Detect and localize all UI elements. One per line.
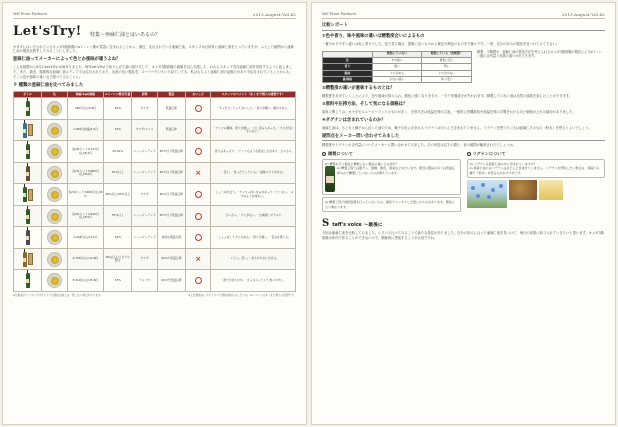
good-taste-icon — [195, 213, 202, 220]
question-4: ④ダグナンは含まれているのか？ — [322, 117, 386, 123]
cmp-label: 色 — [323, 58, 373, 64]
list-heading: ９ 種類の亜麻仁油を比べてみました — [13, 83, 84, 89]
taste-cell — [185, 205, 210, 227]
page-header — [322, 11, 605, 19]
bullet-icon — [467, 152, 471, 156]
question-2: ②精製度の違いが意味するものとは？ — [322, 86, 395, 92]
staff-voice-text: 今回は亜麻仁油を比較してみました。いろいろ比べてみることで新たな発見がありました。自分の好みに合った亜麻仁油を見つけて、毎日の食事に取り入れていきたいと思います。オメガ3脂肪酸は体内で作ることができないので、積極的に摂取することが大切ですね。 — [322, 230, 604, 240]
intro-text: カタダにはいきされているオメガ3脂肪酸のαリノレン酸が豊富に含まれることから、最近、注目されている亜麻仁油。スタッフは日頃常に亜麻仁油をとっていますが、ふとした疑問から亜麻仁油の製品比較をしてみることにしました。 — [13, 44, 294, 54]
package-box-icon — [28, 124, 33, 136]
comparison-table — [322, 51, 472, 84]
color-cell — [42, 227, 67, 249]
footnote-right: ※上記価格はいずれもすべて価格を税込みしたもの。※コメントはあくまで個人の感想です。 — [188, 293, 296, 297]
cmp-label: 量/価格 — [323, 77, 373, 83]
alpha-cell: 57% — [104, 270, 132, 292]
origin-cell: ニュージーランド — [132, 162, 157, 184]
good-taste-icon — [195, 105, 202, 112]
origin-cell: ニュージーランド — [132, 205, 157, 227]
table-row — [14, 98, 296, 120]
question-4-text: 亜麻仁油は、もともと種子から絞った油のため、種子の皮に含まれるリグナンはほとんど含まれていません。リグナンを摂りたい方は亜麻仁そのもの（粉末）を摂るとよいでしょう。 — [322, 125, 592, 130]
cmp-refined: 弱い — [422, 64, 472, 70]
package-box-icon — [28, 189, 33, 201]
price-cell: 各2本セット2,940円(込)/8.5円 — [67, 205, 104, 227]
cmp-refined: 黄色に近い — [422, 58, 472, 64]
method-cell: 40℃以下低温圧搾 — [157, 205, 185, 227]
table-row — [14, 270, 296, 292]
oil-sample-icon — [47, 273, 62, 288]
method-cell: 低温圧搾 — [157, 119, 185, 141]
footnote-left: ※比較品のランキングはサイトでの製品比較とは一致しない場合があります。 — [13, 293, 103, 297]
col-bottle: ボトル — [14, 91, 42, 97]
qa-section — [322, 151, 605, 214]
page-title: Let'sTry! — [13, 24, 82, 39]
color-cell — [42, 119, 67, 141]
table-row — [14, 141, 296, 163]
section-title: 比較レポート — [322, 23, 605, 31]
good-taste-icon — [195, 277, 202, 284]
section-heading: 亜麻仁油ってメーカーによって色とか風味が違うよね？ — [13, 57, 121, 63]
table-row — [14, 184, 296, 206]
good-taste-icon — [195, 234, 202, 241]
table-row — [14, 248, 296, 270]
comment-cell: ・しょうゆが合う。・ナッツっぽい甘みがあってくどくない。・ゴマのような味わい。 — [211, 184, 296, 206]
flax-flower-image — [467, 180, 507, 208]
bottle-cell — [14, 184, 42, 206]
qa-lignan-box — [467, 159, 606, 178]
color-cell — [42, 205, 67, 227]
origin-cell: ニュージーランド — [132, 227, 157, 249]
comment-cell: ・ナッツの風味、香りが強い。・少し苦みもあった。・クセが気にならない。 — [211, 119, 296, 141]
staff-voice-title: taff's voice ～最後に — [332, 223, 383, 229]
page-header — [13, 11, 296, 19]
qa-lignan-question: Q) リグナンは亜麻仁油の中に含まれていますか？ — [469, 162, 537, 167]
section-text: こんな疑問から9月のLet'sTry!は始まりました。毎年Let'sTry!で取り上げて調べ続け方して、オメガ3脂肪酸の価値を自ら実感した、われらスタッフ各自亜麻仁油を常用するように致しました。また、最近、健康的な亜麻仁油メディアでは注目されており、出来の良い製品を、スーパーでいろいろ見ていても、私はもちよく亜麻仁油の品揃えがあり今注目されていることからも、そこに色や風味の違いなど調べてみることに。 — [13, 65, 293, 80]
cmp-refined: 多い/安い — [422, 77, 472, 83]
oil-bottle-icon — [23, 252, 27, 267]
oil-sample-icon — [47, 209, 62, 224]
price-cell: 各2本セット3,665円(込)/9円 — [67, 184, 104, 206]
comment-cell: ・香りがまろやか。・さらさらしていて食べやすい。 — [211, 270, 296, 292]
flax-photos — [467, 180, 606, 208]
alpha-cell: 54% — [104, 119, 132, 141]
price-cell: 766円(込)/3.9円 — [67, 98, 104, 120]
table-row — [14, 227, 296, 249]
origin-cell: カナダ — [132, 248, 157, 270]
oil-sample-icon — [47, 252, 62, 267]
good-taste-icon — [195, 191, 202, 198]
right-page — [311, 2, 616, 425]
method-cell: 40℃以下低温圧搾 — [157, 162, 185, 184]
question-1: ①色や香り、味や風味の違いは精製度合いによるもの — [322, 33, 425, 39]
col-color: 色 — [42, 91, 67, 97]
publication-name: Yell From Partners — [322, 12, 357, 17]
oil-bottle-icon — [26, 273, 30, 288]
alpha-cell: 54% — [104, 98, 132, 120]
oil-sample-icon — [47, 123, 62, 138]
comment-cell: ・香りはあっさり。・ナッツのような香ばしさがあり、さらさら。 — [211, 141, 296, 163]
method-cell: 独自の低温圧搾 — [157, 227, 185, 249]
qa-refining-question: Q) 精製を行う製品と精製しない製品の違いとは何か？ — [325, 162, 399, 167]
footnotes — [13, 294, 296, 298]
color-cell — [42, 184, 67, 206]
bottle-cell — [14, 98, 42, 120]
cmp-unrefined: 少ない/高い — [372, 77, 422, 83]
cmp-col-refined: 精製している（低精製） — [422, 51, 472, 58]
cmp-label: 香り — [323, 64, 373, 70]
question-2-text: 精製度をあげていくことにより、色や風味が抑えられ、酸化に強くなりますが、一方で栄養成分が失われます。精製していない油は自然の風味を楽しむことができます。 — [322, 94, 573, 99]
qa-refining-box-2 — [322, 197, 461, 212]
comment-cell: ・しょっぱくてクセがある。・香りが強い。・苦みを感じる。 — [211, 227, 296, 249]
question-1-text: 一番分かりやすい違いは色と香りでした。色で見た場合、透明に近いものから黄色や褐色のものまで様々です。一度、自分の好みの製品を見つけてみて下さい。 — [322, 41, 560, 46]
oil-sample-icon — [47, 144, 62, 159]
qa-refining-box-1 — [322, 159, 461, 195]
page-subtitle: 特集～亜麻仁油とはいあるの？ — [89, 31, 160, 38]
qa-lignan-answer: A) 亜麻仁油にはリグナンはほとんど含まれていません。リグナンを摂取したい場合は、亜麻仁の種子（粉末）を摂るのがおすすめです。 — [469, 166, 600, 175]
bottle-cell — [14, 205, 42, 227]
alpha-cell: 55%以上 — [104, 205, 132, 227]
product-table — [13, 91, 296, 292]
table-row — [14, 162, 296, 184]
table-row — [14, 119, 296, 141]
oil-bottle-icon — [26, 101, 30, 116]
comment-cell: ・さらさら。・クセがない。・全体的にマイルド。 — [211, 205, 296, 227]
comment-cell: ・くどい。苦い。・まろやかさに欠ける。 — [211, 248, 296, 270]
qa-intro: 精製度やリグナンの含有量についてメーカーに問い合わせてみました。その内容は以下の通り、皆の疑問が解消されたでしょうか。 — [322, 143, 517, 148]
price-cell: 各2本セット2,117円(込)/8.2円 — [67, 141, 104, 163]
oil-sample-icon — [47, 230, 62, 245]
comparison-note: 精製、不精製か、亜麻仁油の製造方法を考えられるオメガ3脂肪酸の製法によりαリノレン酸の含有量と品質の違いが出てきます。 — [477, 49, 602, 59]
question-3: ③原料や圧搾方法、そして気になる価格は？ — [322, 102, 408, 108]
col-method: 製造 — [157, 91, 185, 97]
taste-cell — [185, 248, 210, 270]
taste-cell — [185, 184, 210, 206]
origin-cell: アメリカ — [132, 270, 157, 292]
qa-lignan-title — [467, 151, 606, 157]
method-cell: Qtr4で低温圧搾 — [157, 270, 185, 292]
poor-taste-icon: × — [195, 168, 202, 177]
origin-cell: ニュージーランド — [132, 141, 157, 163]
method-cell: Qtr4で低温圧搾 — [157, 248, 185, 270]
color-cell — [42, 141, 67, 163]
col-comment: スタッフのコメント（あくまで個人の感想です） — [211, 91, 296, 97]
oil-bottle-icon — [26, 144, 30, 159]
col-alpha: αリノレン酸含有量 — [105, 91, 131, 96]
oil-bottle-icon — [26, 166, 30, 181]
oil-sample-icon — [47, 101, 62, 116]
alpha-cell: 54% — [104, 227, 132, 249]
origin-cell: カナダ — [132, 184, 157, 206]
bottle-cell — [14, 270, 42, 292]
price-cell: 3,410円(込)/15.6円 — [67, 270, 104, 292]
qa-heading: 疑問点をメーカー問い合わせてみました — [322, 134, 605, 142]
qa-refining-answer-2: A) 精製工程で加熱処理を行っていないもの、脱色でスッキリした感じのものがあります。製品により異なります。 — [325, 200, 455, 209]
cmp-label: 風味 — [323, 70, 373, 76]
qa-refining-answer-row — [325, 166, 458, 192]
origin-cell: カナダ/スイス — [132, 119, 157, 141]
table-row — [14, 205, 296, 227]
taste-cell — [185, 141, 210, 163]
question-3-text: 原料に関しては、カナダやニュージーランドのものが多く、圧搾方法は低温圧搾が主流。一般的に有機栽培や低温圧搾の手間をかけるほど価格が上がる傾向がありました。 — [322, 110, 576, 115]
oil-sample-icon — [47, 187, 62, 202]
left-page — [2, 2, 307, 425]
method-cell: 低温圧搾 — [157, 98, 185, 120]
cmp-unrefined: 強い — [372, 64, 422, 70]
comment-cell: ・すっきりしていておいしい。・香りが軽い。癖が少ない。 — [211, 98, 296, 120]
bottle-cell — [14, 119, 42, 141]
qa-lignan — [467, 151, 606, 214]
qa-refining-title-text: 精製について — [328, 151, 354, 157]
price-cell: 各2本セット3,085円(込)/8.6円 — [67, 162, 104, 184]
oil-sample-icon — [47, 166, 62, 181]
alpha-cell: 52%以上 — [104, 162, 132, 184]
color-cell — [42, 98, 67, 120]
qa-lignan-title-text: リグナンについて — [472, 151, 506, 157]
staff-voice-initial: S — [322, 218, 330, 230]
oil-bottle-icon — [26, 230, 30, 245]
flax-seed-image — [509, 180, 537, 200]
col-taste: おいしさ — [185, 91, 210, 97]
col-origin: 原料 — [132, 91, 157, 97]
issue-label: 2015.August.Vol.42 — [252, 11, 296, 17]
color-cell — [42, 162, 67, 184]
oil-bottle-icon — [26, 209, 30, 224]
flax-oil-image — [539, 180, 563, 200]
taste-cell — [185, 162, 210, 184]
table-row — [323, 77, 472, 83]
staff-voice-heading — [322, 217, 605, 231]
qa-refining-answer: A) 精製工程では脱ガム、脱酸、脱色、脱臭などを行います。最近の製品の多くは低温圧搾のみで精製していないものが増えています。 — [337, 166, 456, 175]
comparison-block — [322, 50, 605, 84]
cmp-col-unrefined: 精製していない — [372, 51, 422, 58]
alpha-cell: 58%以上/55%以上 — [104, 184, 132, 206]
poor-taste-icon: × — [195, 254, 202, 263]
title-row — [13, 23, 296, 41]
cmp-refined: クセが少ない — [422, 70, 472, 76]
taste-cell — [185, 98, 210, 120]
magazine-spread — [2, 2, 616, 425]
method-cell: 40℃以下低温圧搾 — [157, 141, 185, 163]
taste-cell — [185, 119, 210, 141]
bottle-cell — [14, 162, 42, 184]
bottle-image — [325, 166, 335, 192]
oil-bottle-icon — [23, 187, 27, 202]
comment-cell: ・苦い。・まったりしている。・後味にクセがある。 — [211, 162, 296, 184]
price-cell: 1,944円(込)/9.2円 — [67, 227, 104, 249]
oil-bottle-icon — [23, 123, 27, 138]
qa-refining — [322, 151, 461, 214]
package-box-icon — [28, 253, 33, 265]
bottle-cell — [14, 248, 42, 270]
price-cell: 4,704円(込)/12.8円 — [67, 248, 104, 270]
alpha-cell: 52-61% — [104, 141, 132, 163]
cmp-unrefined: クセがある — [372, 70, 422, 76]
taste-cell — [185, 270, 210, 292]
color-cell — [42, 270, 67, 292]
bullet-icon — [322, 152, 326, 156]
good-taste-icon — [195, 148, 202, 155]
good-taste-icon — [195, 127, 202, 134]
col-price: 価格/1gの価格 — [67, 91, 104, 97]
method-cell: 40℃以下低温圧搾 — [157, 184, 185, 206]
taste-cell — [185, 227, 210, 249]
origin-cell: カナダ — [132, 98, 157, 120]
issue-label: 2015.August.Vol.42 — [561, 11, 605, 17]
color-cell — [42, 248, 67, 270]
alpha-cell: 60％以上/ミネラル配合 — [104, 248, 132, 270]
cmp-unrefined: やや暗い — [372, 58, 422, 64]
publication-name: Yell From Partners — [13, 12, 48, 17]
bottle-cell — [14, 227, 42, 249]
bottle-cell — [14, 141, 42, 163]
price-cell: 1,000円前後/4.5円 — [67, 119, 104, 141]
qa-refining-title — [322, 151, 461, 157]
